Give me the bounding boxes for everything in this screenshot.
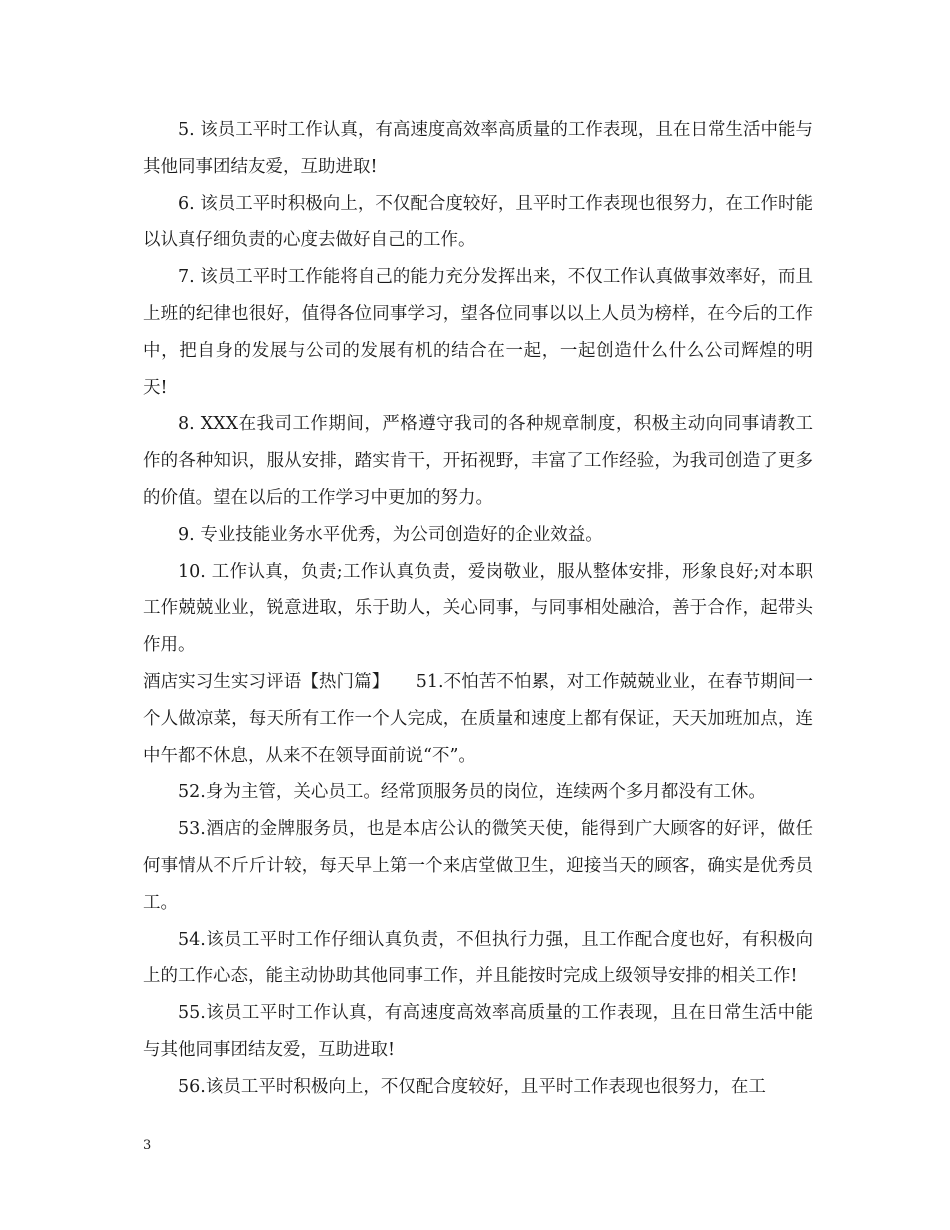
document-body	[143, 112, 813, 1106]
section-heading-paragraph-51: 酒店实习生实习评语【热门篇】 51.不怕苦不怕累，对工作兢兢业业，在春节期间一个人做凉菜，每天所有工作一个人完成，在质量和速度上都有保证，天天加班加点，连中午都不休息，从来不在领导面前说“不”。	[143, 671, 813, 766]
paragraph-item-55: 55.该员工平时工作认真，有高速度高效率高质量的工作表现，且在日常生活中能与其他同事团结友爱，互助进取!	[143, 1003, 813, 1060]
paragraph-item-52: 52.身为主管，关心员工。经常顶服务员的岗位，连续两个多月都没有工休。	[178, 782, 766, 803]
paragraph-item-7: 7. 该员工平时工作能将自己的能力充分发挥出来，不仅工作认真做事效率好，而且上班的纪律也很好，值得各位同事学习，望各位同事以以上人员为榜样，在今后的工作中，把自身的发展与公司的发展有机的结合在一起，一起创造什么什么公司辉煌的明天!	[143, 267, 813, 398]
paragraph-item-5: 5. 该员工平时工作认真，有高速度高效率高质量的工作表现，且在日常生活中能与其他同事团结友爱，互助进取!	[143, 120, 813, 177]
paragraph-item-9: 9. 专业技能业务水平优秀，为公司创造好的企业效益。	[178, 524, 603, 545]
paragraph-item-54: 54.该员工平时工作仔细认真负责，不但执行力强，且工作配合度也好，有积极向上的工作心态，能主动协助其他同事工作，并且能按时完成上级领导安排的相关工作!	[143, 929, 813, 987]
paragraph-item-10: 10. 工作认真，负责;工作认真负责，爱岗敬业，服从整体安排，形象良好;对本职工作兢兢业业，锐意进取，乐于助人，关心同事，与同事相处融洽，善于合作，起带头作用。	[143, 561, 813, 656]
paragraph-item-8: 8. XXX在我司工作期间，严格遵守我司的各种规章制度，积极主动向同事请教工作的各种知识，服从安排，踏实肯干，开拓视野，丰富了工作经验，为我司创造了更多的价值。望在以后的工作学习中更加的努力。	[143, 414, 813, 508]
paragraph-item-6: 6. 该员工平时积极向上，不仅配合度较好，且平时工作表现也很努力，在工作时能以认真仔细负责的心度去做好自己的工作。	[143, 193, 813, 251]
paragraph-item-53: 53.酒店的金牌服务员，也是本店公认的微笑天使，能得到广大顾客的好评，做任何事情从不斤斤计较，每天早上第一个来店堂做卫生，迎接当天的顾客，确实是优秀员工。	[143, 819, 813, 913]
paragraph-item-56: 56.该员工平时积极向上，不仅配合度较好，且平时工作表现也很努力，在工	[178, 1076, 766, 1097]
page-number: 3	[143, 1138, 152, 1153]
